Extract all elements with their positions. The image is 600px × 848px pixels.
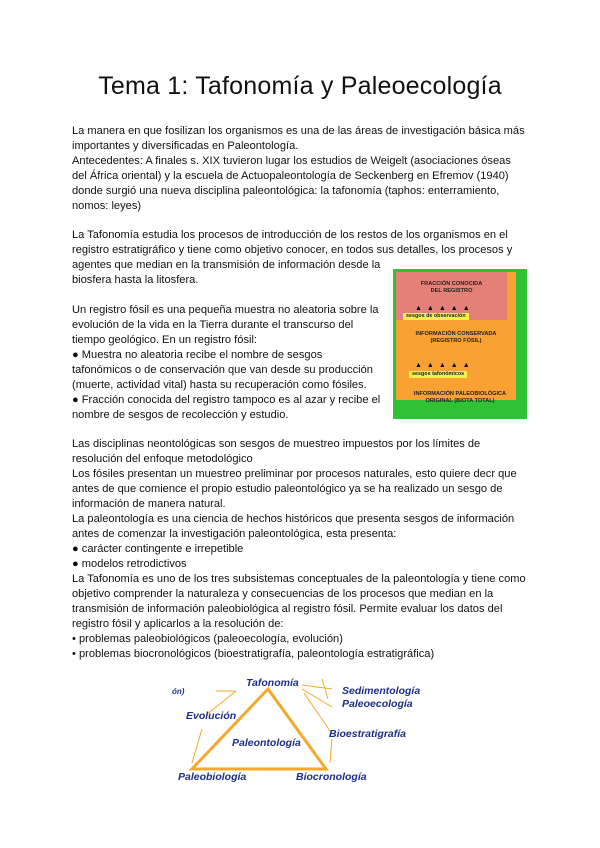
diagram-label-paleontologia: Paleontología — [232, 737, 301, 749]
diagram-label-paleobiologia: Paleobiología — [178, 771, 247, 783]
observation-bias-tag: sesgos de observación — [403, 313, 469, 320]
diagram-label-sedimentologia: Sedimentología — [342, 685, 421, 697]
text-line: transmisión de información paleobiológica al registro fósil. Permite evaluar los datos del — [72, 603, 503, 615]
text-line: Antecedentes: A finales s. XIX tuvieron lugar los estudios de Weigelt (asociaciones óseas — [72, 155, 511, 167]
disciplines-paragraph — [72, 437, 528, 662]
fossil-record-figure — [393, 269, 527, 419]
text-line: La Tafonomía estudia los procesos de introducción de los restos de los organismos en el — [72, 229, 508, 241]
text-line: • problemas paleobiológicos (paleoecología, evolución) — [72, 633, 343, 645]
text-line: ● modelos retrodictivos — [72, 558, 187, 570]
text-line: (muerte, actividad vital) hasta su recuperación como fósiles. — [72, 379, 367, 391]
text-line: donde surgió una nueva disciplina paleontológica: la tafonomía (taphos: enterramiento, — [72, 185, 500, 197]
text-line: La paleontología es una ciencia de hechos históricos que presenta sesgos de información — [72, 513, 515, 525]
text-line: biosfera hasta la litosfera. — [72, 274, 199, 286]
text-line: agentes que median en la transmisión de información desde la — [72, 259, 381, 271]
text-line: registro fósil y aplicarlos a la resolución de: — [72, 618, 284, 630]
text-line: antes de comenzar la investigación paleontológica, esta presenta: — [72, 528, 397, 540]
text-line: antes de que comience el propio estudio paleontológico ya se ha realizado un sesgo de — [72, 483, 503, 495]
diagram-label-evolucion: Evolución — [186, 710, 237, 722]
text-line: Las disciplinas neontológicas son sesgos de muestreo impuestos por los límites de — [72, 438, 481, 450]
text-line: importantes y diversificadas en Paleontología. — [72, 140, 299, 152]
diagram-label-biocronologia: Biocronología — [296, 771, 367, 783]
page-title: Tema 1: Tafonomía y Paleoecología — [98, 72, 502, 100]
text-line: tafonómicos o de conservación que van desde su producción — [72, 364, 373, 376]
diagram-label-tafonomia: Tafonomía — [246, 677, 299, 689]
text-line: tiempo geológico. En un registro fósil: — [72, 334, 257, 346]
text-line: nombre de sesgos de recolección y estudio. — [72, 409, 289, 421]
paleontology-subsystems-diagram — [172, 673, 434, 788]
arrow-up-icon: ▲▲▲▲▲ — [415, 305, 475, 312]
text-line: Los fósiles presentan un muestreo preliminar por procesos naturales, esto quiere decr que — [72, 468, 517, 480]
text-line: registro estratigráfico y tiene como objetivo conocer, en todos sus detalles, los procesos y — [72, 244, 513, 256]
taphonomic-bias-tag: sesgos tafonómicos — [409, 371, 467, 378]
intro-paragraph — [72, 124, 528, 214]
diagram-label-paleoecologia: Paleoecología — [342, 698, 413, 710]
text-line: La manera en que fosilizan los organismos es una de las áreas de investigación básica más — [72, 125, 525, 137]
fossil-record-paragraph — [72, 303, 382, 423]
connector-line — [302, 685, 332, 689]
text-line: La Tafonomía es uno de los tres subsistemas conceptuales de la paleontología y tiene como — [72, 573, 526, 585]
arrow-up-icon: ▲▲▲▲▲ — [415, 362, 475, 369]
connector-line — [330, 739, 332, 763]
connector-line — [322, 679, 328, 699]
text-line: nomos: leyes) — [72, 200, 142, 212]
text-line: Un registro fósil es una pequeña muestra no aleatoria sobre la — [72, 304, 379, 316]
figure-preserved-info-label: INFORMACIÓN CONSERVADA (REGISTRO FÓSIL) — [415, 331, 497, 344]
text-line: evolución de la vida en la Tierra durante el transcurso del — [72, 319, 354, 331]
text-line: ● carácter contingente e irrepetible — [72, 543, 244, 555]
figure-known-fraction-label: FRACCIÓN CONOCIDA DEL REGISTRO — [420, 281, 483, 294]
connector-line — [304, 693, 330, 731]
diagram-label-partial: ón) — [172, 687, 185, 696]
text-line: resolución del enfoque metodológico — [72, 453, 253, 465]
diagram-label-bioestratigrafia: Bioestratigrafía — [329, 728, 407, 740]
text-line: ● Fracción conocida del registro tampoco es al azar y recibe el — [72, 394, 381, 406]
text-line: • problemas biocronológicos (bioestratigrafía, paleontología estratigráfica) — [72, 648, 435, 660]
text-line: del África oriental) y la escuela de Actuopaleontología de Seckenberg en Efremov (1940) — [72, 170, 509, 182]
text-line: información de manera natural. — [72, 498, 226, 510]
triangle-shape — [192, 689, 326, 769]
text-line: ● Muestra no aleatoria recibe el nombre de sesgos — [72, 349, 323, 361]
figure-original-info-label: INFORMACIÓN PALEOBIOLÓGICA ORIGINAL (BIOTA TOTAL) — [413, 391, 507, 404]
text-line: objetivo comprender la naturaleza y consecuencias de los procesos que median en la — [72, 588, 494, 600]
